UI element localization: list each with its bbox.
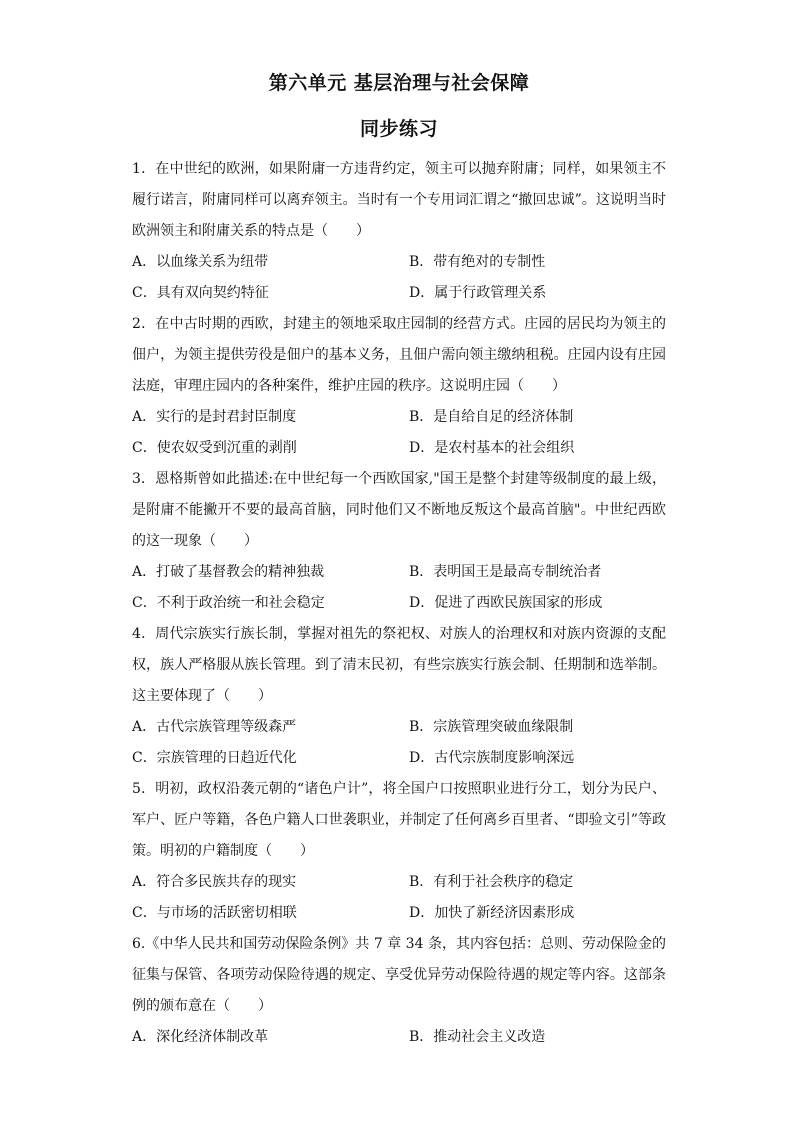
question-2	[132, 309, 666, 464]
option-b: B．推动社会主义改造	[409, 1029, 546, 1045]
option-b: B．是自给自足的经济体制	[409, 409, 574, 425]
option-list	[132, 1022, 666, 1053]
option-b: B．表明国王是最高专制统治者	[409, 564, 602, 580]
option-b: B．带有绝对的专制性	[409, 254, 546, 270]
question-stem: 5．明初，政权沿袭元朝的“诸色户计”，将全国户口按照职业进行分工，划分为民户、军户、匠户等籍，各色户籍人口世袭职业，并制定了任何离乡百里者、“即验文引”等政策。明初的户籍制度（ ）	[132, 781, 666, 859]
option-c: C．与市场的活跃密切相联	[132, 905, 297, 921]
option-d: D．是农村基本的社会组织	[409, 440, 575, 456]
question-4	[132, 619, 666, 774]
option-d: D．古代宗族制度影响深远	[409, 750, 575, 766]
question-1	[132, 154, 666, 309]
option-b: B．有利于社会秩序的稳定	[409, 874, 574, 890]
question-stem: 4．周代宗族实行族长制，掌握对祖先的祭祀权、对族人的治理权和对族内资源的支配权，族人严格服从族长管理。到了清末民初，有些宗族实行族会制、任期制和选举制。这主要体现了（ ）	[132, 626, 666, 704]
option-a: A．深化经济体制改革	[132, 1029, 269, 1045]
option-c: C．使农奴受到沉重的剥削	[132, 440, 297, 456]
option-c: C．宗族管理的日趋近代化	[132, 750, 297, 766]
option-c: C．不利于政治统一和社会稳定	[132, 595, 325, 611]
option-list	[132, 712, 666, 774]
option-list	[132, 867, 666, 929]
question-6	[132, 929, 666, 1053]
option-a: A．实行的是封君封臣制度	[132, 409, 297, 425]
question-stem: 3．恩格斯曾如此描述:在中世纪每一个西欧国家,"国王是整个封建等级制度的最上级，是附庸不能撇开不要的最高首脑，同时他们又不断地反叛这个最高首脑"。中世纪西欧的这一现象（ ）	[132, 471, 666, 549]
option-c: C．具有双向契约特征	[132, 285, 269, 301]
question-stem: 6.《中华人民共和国劳动保险条例》共 7 章 34 条，其内容包括：总则、劳动保险金的征集与保管、各项劳动保险待遇的规定、享受优异劳动保险待遇的规定等内容。这部条例的颁布意在（ ）	[132, 936, 666, 1014]
option-list	[132, 402, 666, 464]
question-5	[132, 774, 666, 929]
option-a: A．符合多民族共存的现实	[132, 874, 297, 890]
option-b: B．宗族管理突破血缘限制	[409, 719, 574, 735]
option-a: A．打破了基督教会的精神独裁	[132, 564, 325, 580]
option-d: D．促进了西欧民族国家的形成	[409, 595, 603, 611]
option-d: D．加快了新经济因素形成	[409, 905, 575, 921]
option-a: A．以血缘关系为纽带	[132, 254, 269, 270]
option-a: A．古代宗族管理等级森严	[132, 719, 297, 735]
question-stem: 2．在中古时期的西欧，封建主的领地采取庄园制的经营方式。庄园的居民均为领主的佃户，为领主提供劳役是佃户的基本义务，且佃户需向领主缴纳租税。庄园内设有庄园法庭，审理庄园内的各种案件，维护庄园的秩序。这说明庄园（ ）	[132, 316, 666, 394]
question-3	[132, 464, 666, 619]
question-stem: 1．在中世纪的欧洲，如果附庸一方违背约定，领主可以抛弃附庸；同样，如果领主不履行诺言，附庸同样可以离弃领主。当时有一个专用词汇谓之“撤回忠诚”。这说明当时欧洲领主和附庸关系的特点是（ ）	[132, 161, 666, 239]
option-list	[132, 557, 666, 619]
option-list	[132, 247, 666, 309]
option-d: D．属于行政管理关系	[409, 285, 547, 301]
page-subtitle: 同步练习	[359, 118, 438, 140]
page-title: 第六单元 基层治理与社会保障	[268, 72, 530, 94]
